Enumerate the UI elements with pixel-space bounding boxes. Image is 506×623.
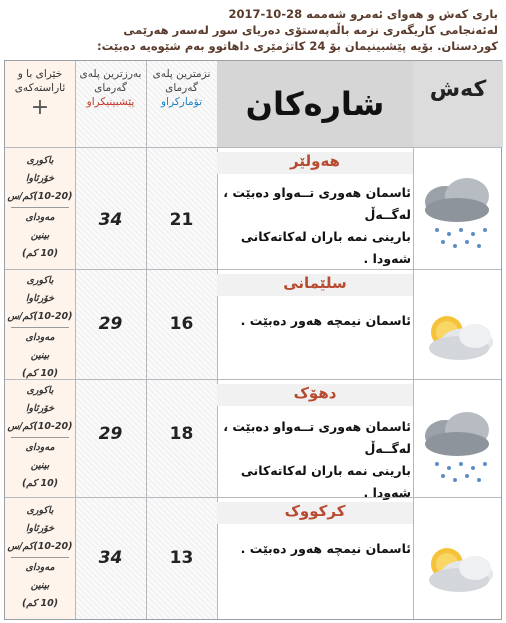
wind-info: [5, 272, 75, 383]
header-min-line: گەرمای: [165, 82, 198, 94]
wind-info: [5, 502, 75, 613]
min-temp-value: 13: [169, 548, 194, 568]
wind-line: بینین: [30, 580, 50, 591]
header-max-line: پێشبینیکراو: [86, 96, 135, 108]
weather-description: [219, 538, 411, 560]
wind-info: [5, 382, 75, 493]
header-max-temp: [75, 61, 146, 147]
wind-line: بینین: [30, 350, 50, 361]
city-name: کرکووک: [217, 502, 413, 524]
wind-divider: [11, 327, 69, 328]
wind-line: (10 کم): [21, 598, 59, 609]
weather-description: [219, 310, 411, 332]
weather-description: [219, 182, 411, 270]
header-max-line: بەرزترین پلەی: [79, 68, 142, 80]
wind-line: (10-20)کم/س: [7, 421, 73, 432]
header-weather: کەش: [413, 61, 503, 147]
wind-line: بینین: [30, 460, 50, 471]
header-min-temp: [146, 61, 217, 147]
description-line: بارینی نمە باران لەکاتەکانی شەودا .: [240, 229, 411, 266]
wind-line: خۆرئاوا: [25, 523, 55, 534]
header-max-line: گەرمای: [94, 82, 127, 94]
description-line: ئاسمان هەوری تــەواو دەبێت ، لەگــەڵ: [223, 419, 411, 456]
partly-cloudy-icon: [415, 524, 501, 608]
cloud-rain-icon: [415, 406, 501, 490]
city-name: دهۆک: [217, 384, 413, 406]
max-temp-value: 34: [98, 210, 123, 230]
wind-line: باکوری: [26, 275, 54, 286]
wind-line: بینین: [30, 230, 50, 241]
intro-line-2: لەئەنجامی کاریگەری نزمە باڵەپەستۆی دەریای سور لەسەر هەرێمی: [123, 23, 498, 37]
wind-divider: [11, 437, 69, 438]
wind-line: مەودای: [25, 442, 55, 453]
max-temp-value: 29: [98, 424, 123, 444]
wind-line: باکوری: [26, 155, 54, 166]
table-row: [5, 147, 501, 269]
min-temp-value: 16: [169, 314, 194, 334]
wind-line: (10 کم): [21, 368, 59, 379]
description-line: بارینی نمە باران لەکاتەکانی شەودا .: [240, 463, 411, 500]
partly-cloudy-icon: [415, 292, 501, 376]
intro-text: [8, 6, 498, 54]
wind-line: مەودای: [25, 212, 55, 223]
intro-line-1: باری کەش و هەوای ئەمرو شەممە 28-10-2017: [228, 7, 498, 21]
wind-line: مەودای: [25, 332, 55, 343]
cloud-rain-icon: [415, 172, 501, 256]
description-line: ئاسمان نیمچە هەور دەبێت .: [240, 541, 411, 556]
forecast-table: [4, 60, 502, 620]
wind-divider: [11, 557, 69, 558]
wind-line: (10-20)کم/س: [7, 311, 73, 322]
description-line: ئاسمان نیمچە هەور دەبێت .: [240, 313, 411, 328]
table-row: [5, 497, 501, 621]
wind-line: باکوری: [26, 505, 54, 516]
wind-line: باکوری: [26, 385, 54, 396]
wind-line: مەودای: [25, 562, 55, 573]
wind-line: خۆرئاوا: [25, 293, 55, 304]
wind-line: (10 کم): [21, 478, 59, 489]
table-row: [5, 269, 501, 379]
min-temp-value: 18: [169, 424, 194, 444]
header-min-line: تۆمارکراو: [160, 96, 203, 108]
wind-line: (10 کم): [21, 248, 59, 259]
wind-divider: [11, 207, 69, 208]
table-header: [5, 61, 501, 147]
intro-line-3: کوردستان. بۆیە پێشبینیمان بۆ 24 کاتژمێری داهاتوو بەم شێوەیە دەبێت:: [97, 39, 498, 53]
city-name: هەولێر: [217, 152, 413, 174]
description-line: ئاسمان هەوری تــەواو دەبێت ، لەگــەڵ: [223, 185, 411, 222]
max-temp-value: 29: [98, 314, 123, 334]
header-min-line: نزمترین پلەی: [152, 68, 211, 80]
header-wind: [5, 61, 75, 147]
wind-line: خۆرئاوا: [25, 173, 55, 184]
city-name: سلێمانی: [217, 274, 413, 296]
max-temp-value: 34: [98, 548, 123, 568]
wind-line: (10-20)کم/س: [7, 541, 73, 552]
header-wind-line: ئاراستەکەی: [14, 82, 66, 94]
table-row: [5, 379, 501, 500]
wind-line: خۆرئاوا: [25, 403, 55, 414]
header-wind-line: خێرای با و: [17, 68, 63, 80]
plus-icon: +: [30, 95, 50, 120]
weather-description: [219, 416, 411, 504]
min-temp-value: 21: [169, 210, 194, 230]
header-cities: شارەکان: [217, 61, 413, 147]
wind-info: [5, 152, 75, 263]
wind-line: (10-20)کم/س: [7, 191, 73, 202]
